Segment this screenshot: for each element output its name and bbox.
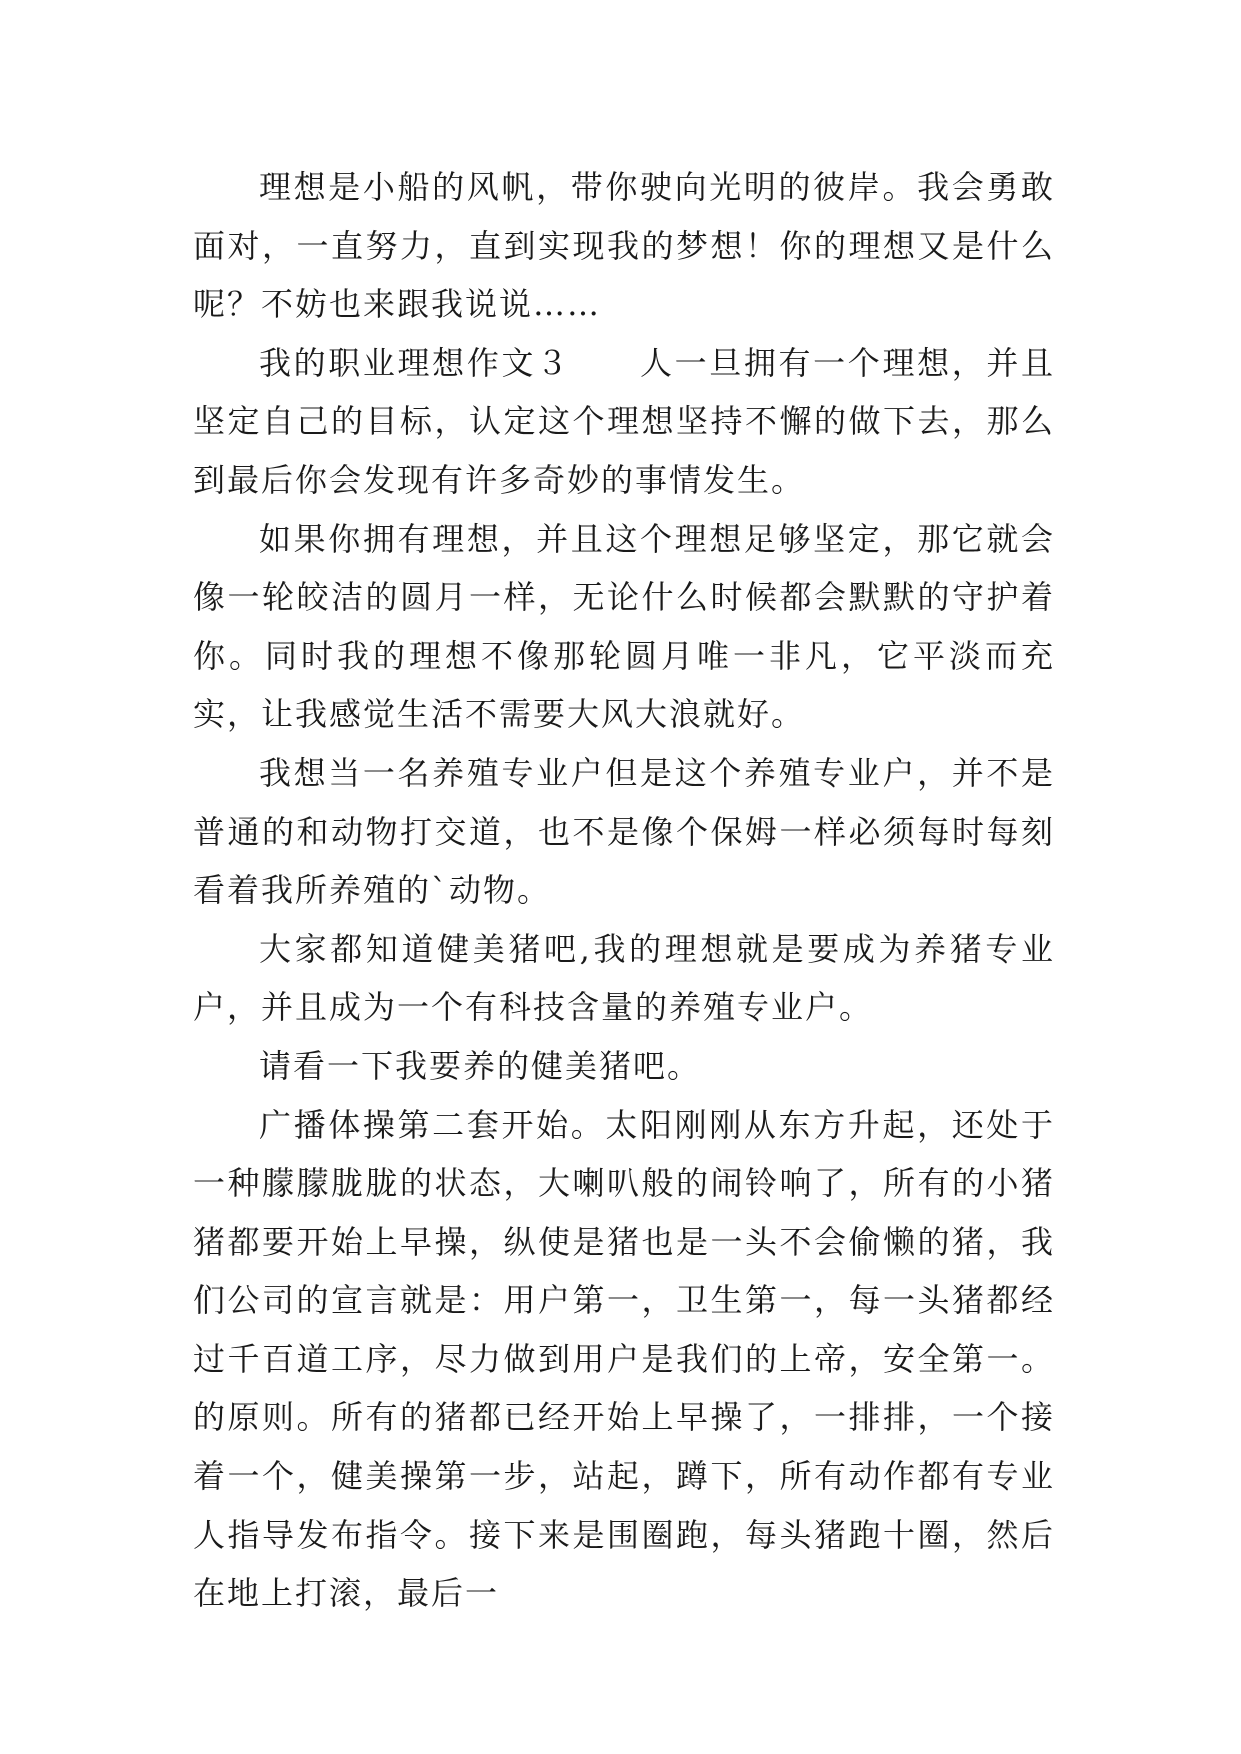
paragraph-1: 理想是小船的风帆，带你驶向光明的彼岸。我会勇敢面对，一直努力，直到实现我的梦想！你的理想又是什么呢？不妨也来跟我说说…… [193,168,1055,324]
paragraph-5: 大家都知道健美猪吧,我的理想就是要成为养猪专业户，并且成为一个有科技含量的养殖专业户。 [193,929,1055,1027]
paragraph-2: 我的职业理想作文３ 人一旦拥有一个理想，并且坚定自己的目标，认定这个理想坚持不懈的做下去，那么到最后你会发现有许多奇妙的事情发生。 [193,343,1055,499]
document-body [193,158,1055,1623]
paragraph-4: 我想当一名养殖专业户但是这个养殖专业户，并不是普通的和动物打交道，也不是像个保姆一样必须每时每刻看着我所养殖的`动物。 [193,753,1055,910]
paragraph-7: 广播体操第二套开始。太阳刚刚从东方升起，还处于一种朦朦胧胧的状态，大喇叭般的闹铃响了，所有的小猪猪都要开始上早操，纵使是猪也是一头不会偷懒的猪，我们公司的宣言就是：用户第一，卫生第一，每一头猪都经过千百道工序，尽力做到用户是我们的上帝，安全第一。的原则。所有的猪都已经开始上早操了，一排排，一个接着一个，健美操第一步，站起，蹲下，所有动作都有专业人指导发布指令。接下来是围圈跑，每头猪跑十圈，然后在地上打滚，最后一 [193,1105,1055,1613]
paragraph-3: 如果你拥有理想，并且这个理想足够坚定，那它就会像一轮皎洁的圆月一样，无论什么时候都会默默的守护着你。同时我的理想不像那轮圆月唯一非凡，它平淡而充实，让我感觉生活不需要大风大浪就好。 [193,519,1055,734]
paragraph-6: 请看一下我要养的健美猪吧。 [259,1046,702,1085]
